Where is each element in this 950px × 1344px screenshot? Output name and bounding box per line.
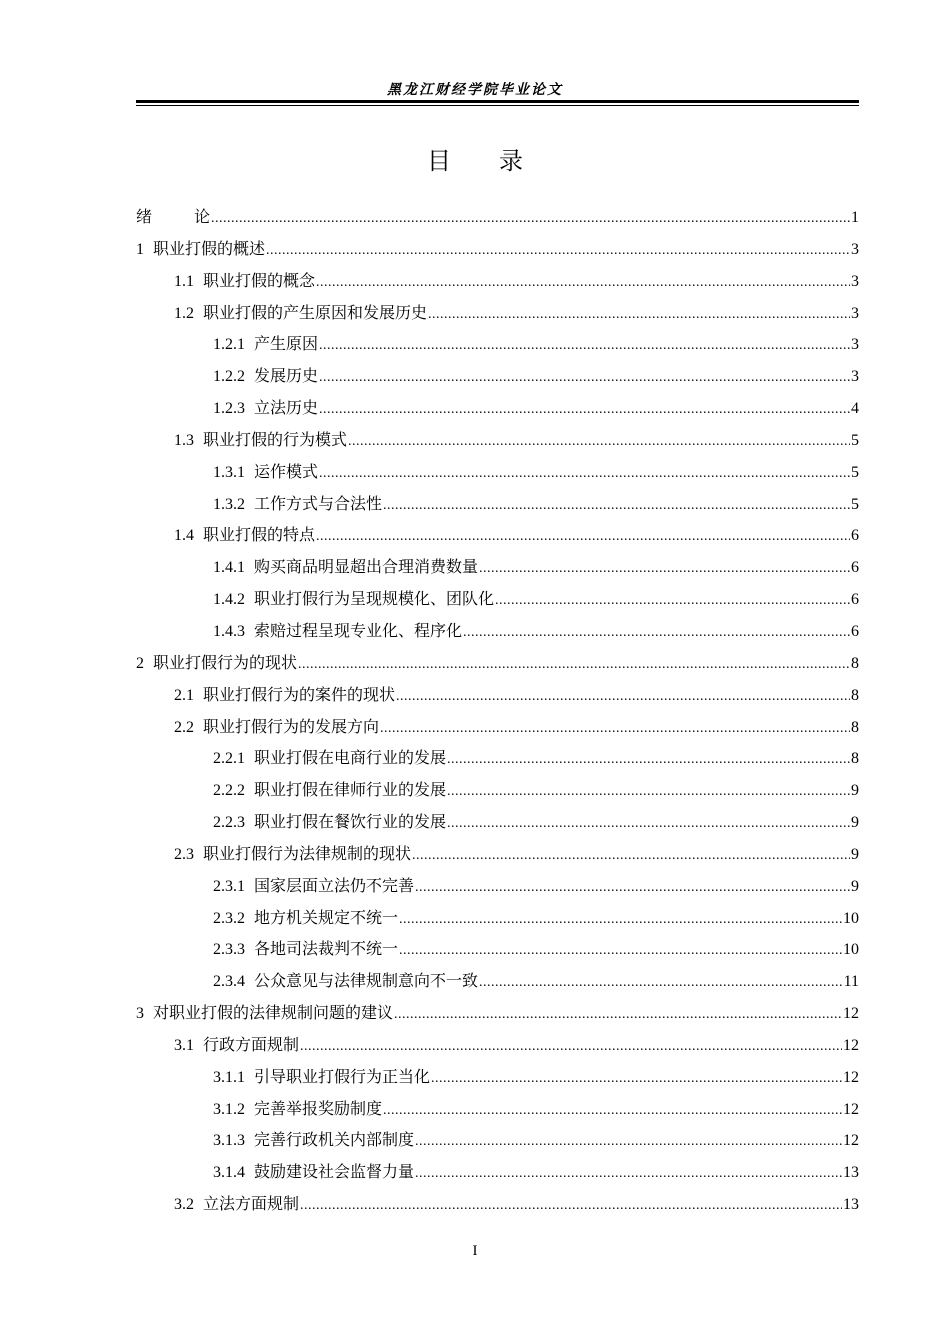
toc-entry-page: 13 [843,1164,859,1182]
toc-entry-number: 3.1.1 [213,1068,245,1086]
toc-entry-page: 6 [851,622,859,640]
toc-dot-leader [383,1095,842,1127]
toc-dot-leader [412,840,850,872]
toc-entry[interactable] [136,615,859,647]
toc-entry-number: 3.1.3 [213,1132,245,1150]
toc-entry-number: 1.3.1 [213,463,245,481]
toc-entry-number: 3.1 [174,1036,194,1054]
toc-dot-leader [316,521,850,553]
toc-entry-label [136,201,210,233]
toc-entry[interactable] [136,1188,859,1220]
toc-entry[interactable] [136,1061,859,1093]
toc-entry-page: 9 [851,782,859,800]
toc-entry-number: 2.2.2 [213,782,245,800]
toc-entry-label: 购买商品明显超出合理消费数量 [254,557,479,577]
toc-entry-number: 2.2.3 [213,814,245,832]
toc-entry-page: 10 [843,941,859,959]
toc-entry-number: 2 [136,654,144,672]
toc-dot-leader [319,330,850,362]
toc-entry-number: 1.2.3 [213,400,245,418]
toc-title-left: 目 [427,147,451,175]
toc-entry-label: 职业打假行为的案件的现状 [203,684,396,704]
toc-entry[interactable] [136,519,859,551]
toc-dot-leader [428,299,850,331]
toc-entry[interactable] [136,328,859,360]
toc-entry-page: 6 [851,591,859,609]
toc-entry-number: 3.2 [174,1196,194,1214]
toc-entry-page: 9 [851,877,859,895]
toc-dot-leader [479,967,843,999]
toc-entry[interactable] [136,806,859,838]
toc-entry-label: 职业打假的概述 [153,238,266,258]
toc-entry-page: 9 [851,814,859,832]
toc-entry-label: 职业打假行为法律规制的现状 [203,843,412,863]
toc-dot-leader [211,203,850,235]
toc-entry-label: 各地司法裁判不统一 [254,939,399,959]
toc-entry[interactable] [136,933,859,965]
toc-entry[interactable] [136,233,859,265]
toc-entry-page: 12 [843,1036,859,1054]
header-rule-thin [136,105,859,106]
toc-entry-label: 立法历史 [254,398,319,418]
toc-entry-number: 1.4 [174,527,194,545]
toc-entry[interactable] [136,997,859,1029]
toc-entry-label: 鼓励建设社会监督力量 [254,1162,415,1182]
toc-dot-leader [431,1063,842,1095]
toc-entry[interactable] [136,488,859,520]
toc-entry-page: 12 [843,1068,859,1086]
toc-entry-number: 1.1 [174,272,194,290]
toc-entry-label: 地方机关规定不统一 [254,907,399,927]
toc-entry[interactable] [136,392,859,424]
toc-entry-number: 2.3.2 [213,909,245,927]
toc-entry-label: 职业打假的特点 [203,525,316,545]
toc-entry-page: 3 [851,368,859,386]
toc-dot-leader [300,1031,842,1063]
toc-entry-label: 对职业打假的法律规制问题的建议 [153,1003,394,1023]
toc-entry-label: 索赔过程呈现专业化、程序化 [254,620,463,640]
toc-dot-leader [298,649,850,681]
toc-entry[interactable] [136,902,859,934]
toc-entry-label: 职业打假行为呈现规模化、团队化 [254,589,495,609]
toc-entry-label: 行政方面规制 [203,1034,300,1054]
toc-entry-number: 3.1.2 [213,1100,245,1118]
toc-entry-number: 1.3.2 [213,495,245,513]
toc-entry-number: 1.2.2 [213,368,245,386]
toc-entry-page: 5 [851,495,859,513]
toc-dot-leader [348,426,850,458]
toc-entry-label: 职业打假在律师行业的发展 [254,780,447,800]
toc-entry[interactable] [136,1124,859,1156]
toc-dot-leader [415,1158,842,1190]
toc-entry[interactable] [136,774,859,806]
toc-dot-leader [319,394,850,426]
toc-entry-label: 职业打假的产生原因和发展历史 [203,302,428,322]
toc-entry-number: 2.1 [174,686,194,704]
toc-entry-label: 完善行政机关内部制度 [254,1130,415,1150]
toc-dot-leader [396,681,850,713]
toc-entry-label: 完善举报奖励制度 [254,1098,383,1118]
toc-dot-leader [399,935,842,967]
toc-entry-page: 8 [851,654,859,672]
toc-entry[interactable] [136,456,859,488]
toc-entry-label: 引导职业打假行为正当化 [254,1066,431,1086]
toc-entry[interactable] [136,711,859,743]
toc-entry[interactable] [136,679,859,711]
toc-entry-label: 职业打假的行为模式 [203,429,348,449]
toc-entry-page: 3 [851,272,859,290]
toc-entry-label: 工作方式与合法性 [254,493,383,513]
toc-dot-leader [383,490,850,522]
toc-entry-label: 发展历史 [254,366,319,386]
toc-dot-leader [316,267,850,299]
toc-entry[interactable] [136,297,859,329]
toc-entry-number: 2.3.1 [213,877,245,895]
toc-dot-leader [447,808,850,840]
toc-entry-label: 职业打假在电商行业的发展 [254,748,447,768]
toc-entry-label: 职业打假的概念 [203,270,316,290]
toc-dot-leader [447,776,850,808]
toc-entry[interactable] [136,1093,859,1125]
toc-entry-page: 4 [851,400,859,418]
toc-entry[interactable] [136,965,859,997]
toc-entry-label: 运作模式 [254,461,319,481]
toc-entry[interactable] [136,1029,859,1061]
toc-dot-leader [415,1126,842,1158]
toc-entry-number: 1 [136,240,144,258]
toc-entry-number: 3.1.4 [213,1164,245,1182]
toc-entry-number: 1.2 [174,304,194,322]
toc-entry-label: 公众意见与法律规制意向不一致 [254,971,479,991]
toc-dot-leader [463,617,850,649]
toc-dot-leader [447,744,850,776]
toc-entry[interactable] [136,838,859,870]
toc-entry-number: 1.3 [174,431,194,449]
toc-dot-leader [319,458,850,490]
toc-entry-number: 2.2.1 [213,750,245,768]
toc-entry[interactable] [136,265,859,297]
toc-dot-leader [394,999,842,1031]
toc-entry-intro[interactable] [136,201,859,233]
toc-entry-label: 国家层面立法仍不完善 [254,875,415,895]
toc-entry-page: 9 [851,845,859,863]
toc-entry[interactable] [136,424,859,456]
toc-entry-page: 5 [851,463,859,481]
toc-entry-number: 1.4.2 [213,591,245,609]
document-header: 黑龙江财经学院毕业论文 [387,82,563,98]
toc-entry-page: 3 [851,240,859,258]
toc-dot-leader [300,1190,842,1222]
intro-left-char: 绪 [136,207,153,226]
toc-entry-number: 1.4.1 [213,559,245,577]
toc-entry-number: 2.3.3 [213,941,245,959]
toc-entry[interactable] [136,742,859,774]
toc-entry-page: 6 [851,559,859,577]
toc-entry-page: 10 [843,909,859,927]
toc-entry-page: 1 [851,209,859,226]
intro-right-char: 论 [194,207,211,226]
toc-entry-number: 1.4.3 [213,622,245,640]
toc-dot-leader [495,585,850,617]
toc-entry-page: 13 [843,1196,859,1214]
toc-entry-number: 2.3.4 [213,973,245,991]
toc-entry-label: 职业打假行为的发展方向 [203,716,380,736]
toc-entry[interactable] [136,583,859,615]
toc-entry[interactable] [136,647,859,679]
toc-entry[interactable] [136,870,859,902]
toc-entry-page: 8 [851,718,859,736]
toc-entry-number: 1.2.1 [213,336,245,354]
toc-dot-leader [399,904,842,936]
toc-entry-page: 8 [851,750,859,768]
header-rule-thick [136,100,859,103]
toc-entry-page: 3 [851,336,859,354]
toc-entry-label: 职业打假在餐饮行业的发展 [254,812,447,832]
toc-title-right: 录 [499,147,523,175]
toc-dot-leader [380,713,850,745]
toc-dot-leader [415,872,850,904]
toc-dot-leader [319,362,850,394]
table-of-contents [136,201,859,1220]
toc-entry-page: 5 [851,431,859,449]
toc-entry-number: 3 [136,1005,144,1023]
toc-entry-label: 立法方面规制 [203,1194,300,1214]
toc-entry-page: 6 [851,527,859,545]
toc-entry-page: 12 [843,1005,859,1023]
toc-entry[interactable] [136,1156,859,1188]
toc-entry-page: 12 [843,1100,859,1118]
toc-entry[interactable] [136,360,859,392]
toc-dot-leader [479,553,850,585]
toc-title [0,141,950,176]
toc-entry-label: 职业打假行为的现状 [153,652,298,672]
toc-entry-page: 11 [843,973,859,991]
toc-entry-number: 2.3 [174,845,194,863]
toc-entry-number: 2.2 [174,718,194,736]
toc-entry-page: 3 [851,304,859,322]
toc-dot-leader [266,235,850,267]
toc-entry[interactable] [136,551,859,583]
toc-entry-page: 12 [843,1132,859,1150]
page-number: I [472,1243,478,1259]
toc-entry-page: 8 [851,686,859,704]
toc-entry-label: 产生原因 [254,334,319,354]
